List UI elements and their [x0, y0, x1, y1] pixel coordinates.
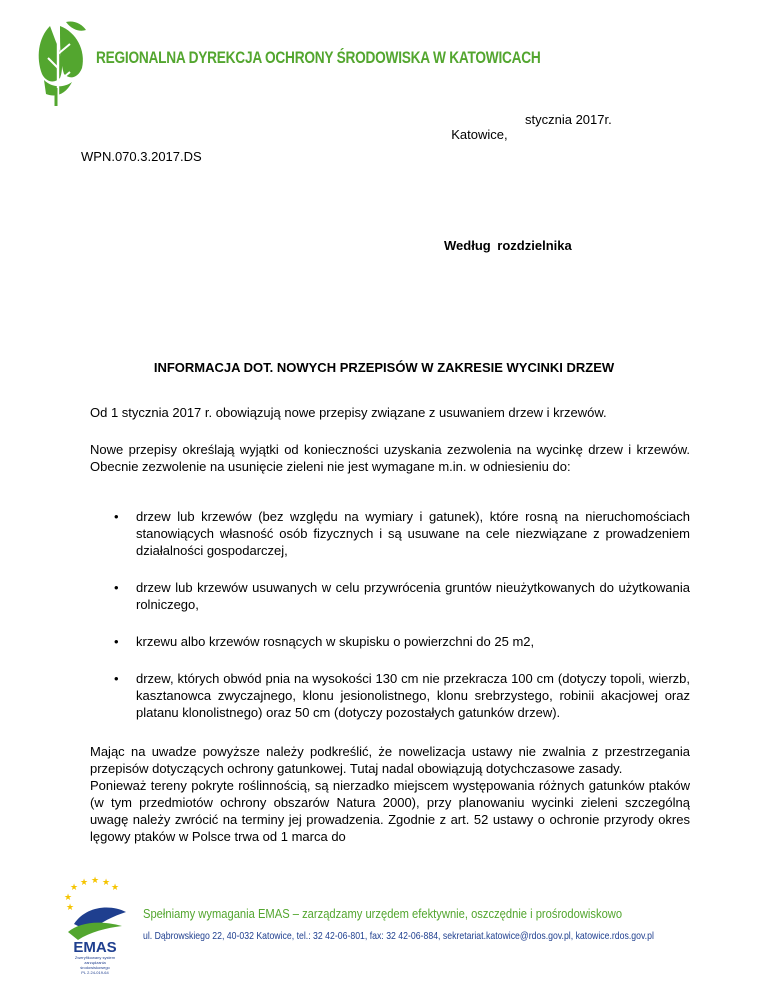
svg-text:PL 2.24-019-64: PL 2.24-019-64	[81, 970, 109, 975]
svg-text:★: ★	[66, 903, 75, 913]
svg-text:★: ★	[70, 883, 79, 893]
list-item-text: drzew, których obwód pnia na wysokości 130 cm nie przekracza 100 cm (dotyczy topoli, wierzb, kasztanowca zwyczajnego, klonu jesionolistnego, klonu srebrzystego, robinii akacjowej oraz platanu klonolistnego) oraz 50 cm (dotyczy pozostałych gatunków drzew).	[136, 671, 690, 720]
svg-text:★: ★	[64, 893, 73, 903]
footer-address: ul. Dąbrowskiego 22, 40-032 Katowice, tel.: 32 42-06-801, fax: 32 42-06-884, sekretariat.katowice@rdos.gov.pl, katowice.rdos.gov.pl	[143, 930, 654, 942]
leaf-logo-icon	[36, 18, 88, 106]
list-item	[90, 670, 690, 721]
letter-date	[444, 112, 612, 157]
date-city: Katowice,	[451, 127, 508, 142]
paragraph-closing	[90, 743, 690, 845]
paragraph-intro: Od 1 stycznia 2017 r. obowiązują nowe przepisy związane z usuwaniem drzew i krzewów.	[90, 405, 607, 420]
paragraph-exceptions: Nowe przepisy określają wyjątki od konieczności uzyskania zezwolenia na wycinkę drzew i krzewów. Obecnie zezwolenie na usunięcie zieleni nie jest wymagane m.in. w odniesieniu do:	[90, 442, 690, 474]
emas-logo-icon	[60, 876, 130, 976]
bullet-icon: •	[114, 671, 119, 686]
closing-sentence: Ponieważ tereny pokryte roślinnością, są nierzadko miejscem występowania różnych gatunków ptaków (w tym przedmiotów ochrony obszarów Natura 2000), przy planowaniu wycinki zieleni szczególną uwagę należy zwrócić na terminy jej prowadzenia. Zgodnie z art. 52 ustawy o ochronie przyrody okres lęgowy ptaków w Polsce trwa od 1 marca do	[90, 778, 690, 844]
org-name: REGIONALNA DYREKCJA OCHRONY ŚRODOWISKA W KATOWICACH	[96, 49, 541, 67]
reference-number: WPN.070.3.2017.DS	[81, 149, 202, 164]
svg-text:★: ★	[80, 878, 89, 888]
closing-sentence: Mając na uwadze powyższe należy podkreślić, że nowelizacja ustawy nie zwalnia z przestrzegania przepisów dotyczących ochrony gatunkowej. Tutaj nadal obowiązują dotychczasowe zasady.	[90, 744, 690, 776]
footer-slogan: Spełniamy wymagania EMAS – zarządzamy urzędem efektywnie, oszczędnie i prośrodowiskowo	[143, 906, 623, 921]
list-item	[90, 579, 690, 613]
svg-text:★: ★	[91, 876, 100, 886]
svg-text:środowiskowego: środowiskowego	[80, 965, 110, 970]
document-title: INFORMACJA DOT. NOWYCH PRZEPISÓW W ZAKRESIE WYCINKI DRZEW	[153, 360, 615, 375]
list-item-text: krzewu albo krzewów rosnących w skupisku o powierzchni do 25 m2,	[136, 634, 535, 649]
bullet-icon: •	[114, 509, 119, 524]
svg-text:★: ★	[102, 878, 111, 888]
bullet-icon: •	[114, 634, 119, 649]
list-item-text: drzew lub krzewów usuwanych w celu przywrócenia gruntów nieużytkowanych do użytkowania rolniczego,	[136, 580, 690, 612]
svg-text:★: ★	[111, 883, 120, 893]
svg-text:Zweryfikowany system: Zweryfikowany system	[74, 955, 116, 960]
emas-label: EMAS	[73, 939, 117, 956]
addressee: Według rozdzielnika	[444, 238, 572, 253]
list-item-text: drzew lub krzewów (bez względu na wymiary i gatunek), które rosną na nieruchomościach stanowiących własność osób fizycznych i są usuwane na cele niezwiązane z prowadzeniem działalności gospodarczej,	[136, 509, 690, 558]
exceptions-list	[90, 508, 690, 741]
list-item	[90, 508, 690, 559]
date-month-year: stycznia 2017r.	[525, 112, 612, 127]
bullet-icon: •	[114, 580, 119, 595]
svg-text:zarządzania: zarządzania	[84, 960, 106, 965]
list-item	[90, 633, 690, 650]
